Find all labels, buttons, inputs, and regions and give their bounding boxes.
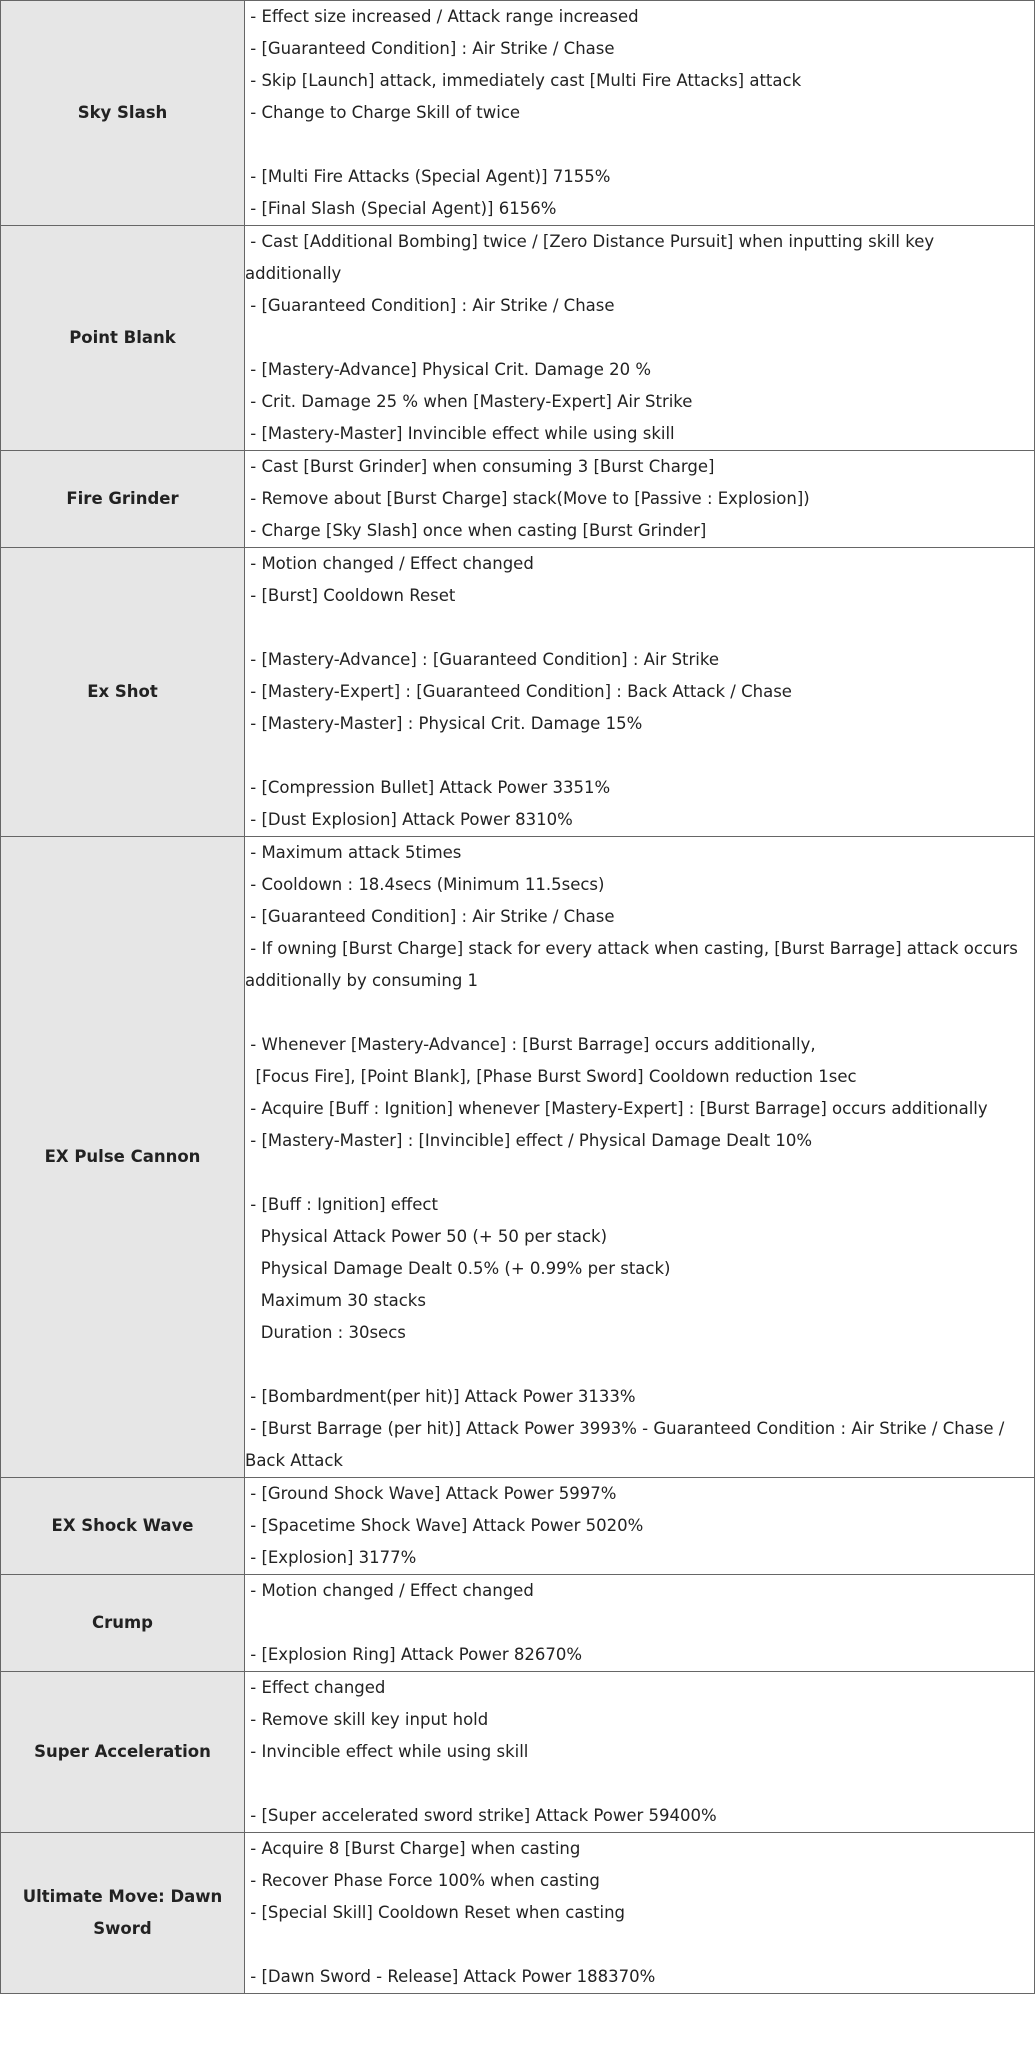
- skill-name: Ultimate Move: Dawn Sword: [1, 1833, 245, 1994]
- skill-description-line: - [Multi Fire Attacks (Special Agent)] 7155%: [245, 167, 611, 186]
- skill-row: [1, 1672, 1035, 1833]
- skill-description-line: - Effect size increased / Attack range increased: [245, 7, 639, 26]
- skill-description-line: - Cooldown : 18.4secs (Minimum 11.5secs): [245, 875, 605, 894]
- skill-description-line: - [Super accelerated sword strike] Attack Power 59400%: [245, 1806, 717, 1825]
- skill-name: Point Blank: [1, 226, 245, 451]
- skill-description-line: - [Mastery-Expert] : [Guaranteed Condition] : Back Attack / Chase: [245, 682, 792, 701]
- skill-description-line: [245, 1929, 1034, 1961]
- skill-description-line: Physical Attack Power 50 (+ 50 per stack): [245, 1227, 608, 1246]
- skill-description-line: [245, 1768, 1034, 1800]
- skill-name: Super Acceleration: [1, 1672, 245, 1833]
- skill-description-line: - Charge [Sky Slash] once when casting [Burst Grinder]: [245, 521, 707, 540]
- skill-description-line: - Recover Phase Force 100% when casting: [245, 1871, 600, 1890]
- skill-description: [245, 1575, 1035, 1672]
- skill-description-line: [Focus Fire], [Point Blank], [Phase Burst Sword] Cooldown reduction 1sec: [245, 1067, 857, 1086]
- skill-name: Crump: [1, 1575, 245, 1672]
- skill-name: EX Shock Wave: [1, 1478, 245, 1575]
- skill-description-line: - [Mastery-Master] : [Invincible] effect / Physical Damage Dealt 10%: [245, 1131, 813, 1150]
- skill-description-line: - [Guaranteed Condition] : Air Strike / Chase: [245, 39, 615, 58]
- skill-description-line: [245, 322, 1034, 354]
- skill-description-line: - [Spacetime Shock Wave] Attack Power 5020%: [245, 1516, 644, 1535]
- skill-description: [245, 226, 1035, 451]
- skill-description-line: - [Explosion Ring] Attack Power 82670%: [245, 1645, 583, 1664]
- skill-description-line: - [Burst] Cooldown Reset: [245, 586, 456, 605]
- skill-description-line: - If owning [Burst Charge] stack for every attack when casting, [Burst Barrage] attack occurs additionally by consuming 1: [245, 939, 1024, 990]
- skill-description-line: - Motion changed / Effect changed: [245, 554, 534, 573]
- skill-description-line: - [Buff : Ignition] effect: [245, 1195, 438, 1214]
- skill-description: [245, 837, 1035, 1478]
- skill-row: [1, 837, 1035, 1478]
- skill-description-line: - [Mastery-Master] : Physical Crit. Damage 15%: [245, 714, 643, 733]
- skill-row: [1, 1833, 1035, 1994]
- skill-description-line: - [Ground Shock Wave] Attack Power 5997%: [245, 1484, 617, 1503]
- skill-description-line: - [Mastery-Advance] : [Guaranteed Condition] : Air Strike: [245, 650, 720, 669]
- skill-description-line: - Skip [Launch] attack, immediately cast [Multi Fire Attacks] attack: [245, 71, 802, 90]
- skill-description-line: Physical Damage Dealt 0.5% (+ 0.99% per stack): [245, 1259, 671, 1278]
- skill-description-line: - Motion changed / Effect changed: [245, 1581, 534, 1600]
- skill-description: [245, 451, 1035, 548]
- skill-row: [1, 226, 1035, 451]
- skill-description-line: - Crit. Damage 25 % when [Mastery-Expert] Air Strike: [245, 392, 693, 411]
- skill-description-line: - [Special Skill] Cooldown Reset when casting: [245, 1903, 626, 1922]
- skill-name: Fire Grinder: [1, 451, 245, 548]
- skill-table-body: [1, 1, 1035, 1994]
- skill-description: [245, 1, 1035, 226]
- skill-row: [1, 1478, 1035, 1575]
- skill-description-line: - Remove about [Burst Charge] stack(Move to [Passive : Explosion]): [245, 489, 810, 508]
- skill-description-line: - Remove skill key input hold: [245, 1710, 489, 1729]
- skill-name: Ex Shot: [1, 548, 245, 837]
- skill-description: [245, 1833, 1035, 1994]
- skill-description-line: - Effect changed: [245, 1678, 386, 1697]
- skill-description-line: - Cast [Burst Grinder] when consuming 3 [Burst Charge]: [245, 457, 715, 476]
- skill-description-line: - [Bombardment(per hit)] Attack Power 3133%: [245, 1387, 636, 1406]
- skill-description-line: - Acquire [Buff : Ignition] whenever [Mastery-Expert] : [Burst Barrage] occurs additionally: [245, 1099, 988, 1118]
- skill-description-line: - [Mastery-Master] Invincible effect while using skill: [245, 424, 675, 443]
- skill-description-line: - [Final Slash (Special Agent)] 6156%: [245, 199, 557, 218]
- skill-description-line: - [Mastery-Advance] Physical Crit. Damage 20 %: [245, 360, 652, 379]
- skill-description-line: [245, 612, 1034, 644]
- skill-description-line: - [Guaranteed Condition] : Air Strike / Chase: [245, 296, 615, 315]
- skill-name: Sky Slash: [1, 1, 245, 226]
- skill-description-line: - Acquire 8 [Burst Charge] when casting: [245, 1839, 581, 1858]
- skill-description-line: [245, 1607, 1034, 1639]
- skill-description-line: Duration : 30secs: [245, 1323, 406, 1342]
- skill-description-line: [245, 740, 1034, 772]
- skill-description-line: - [Compression Bullet] Attack Power 3351%: [245, 778, 611, 797]
- skill-row: [1, 1, 1035, 226]
- skill-description: [245, 1672, 1035, 1833]
- skill-description-line: - Whenever [Mastery-Advance] : [Burst Barrage] occurs additionally,: [245, 1035, 816, 1054]
- skill-description-line: - Change to Charge Skill of twice: [245, 103, 521, 122]
- skill-description-line: - [Dawn Sword - Release] Attack Power 188370%: [245, 1967, 656, 1986]
- skill-description-line: Maximum 30 stacks: [245, 1291, 426, 1310]
- skill-description-line: - Invincible effect while using skill: [245, 1742, 529, 1761]
- skill-description: [245, 1478, 1035, 1575]
- skill-description-line: [245, 129, 1034, 161]
- skill-description-line: [245, 997, 1034, 1029]
- skill-row: [1, 451, 1035, 548]
- skill-description-line: - Maximum attack 5times: [245, 843, 462, 862]
- skill-description-line: [245, 1349, 1034, 1381]
- skill-name: EX Pulse Cannon: [1, 837, 245, 1478]
- skill-description-line: - [Guaranteed Condition] : Air Strike / Chase: [245, 907, 615, 926]
- skill-description-line: - [Explosion] 3177%: [245, 1548, 417, 1567]
- skill-row: [1, 548, 1035, 837]
- skill-description-line: - [Burst Barrage (per hit)] Attack Power 3993% - Guaranteed Condition : Air Strike / Chase / Back Attack: [245, 1419, 1010, 1470]
- skill-description-line: [245, 1157, 1034, 1189]
- skill-description-line: - [Dust Explosion] Attack Power 8310%: [245, 810, 573, 829]
- skill-description: [245, 548, 1035, 837]
- skill-row: [1, 1575, 1035, 1672]
- skill-description-line: - Cast [Additional Bombing] twice / [Zero Distance Pursuit] when inputting skill key additionally: [245, 232, 940, 283]
